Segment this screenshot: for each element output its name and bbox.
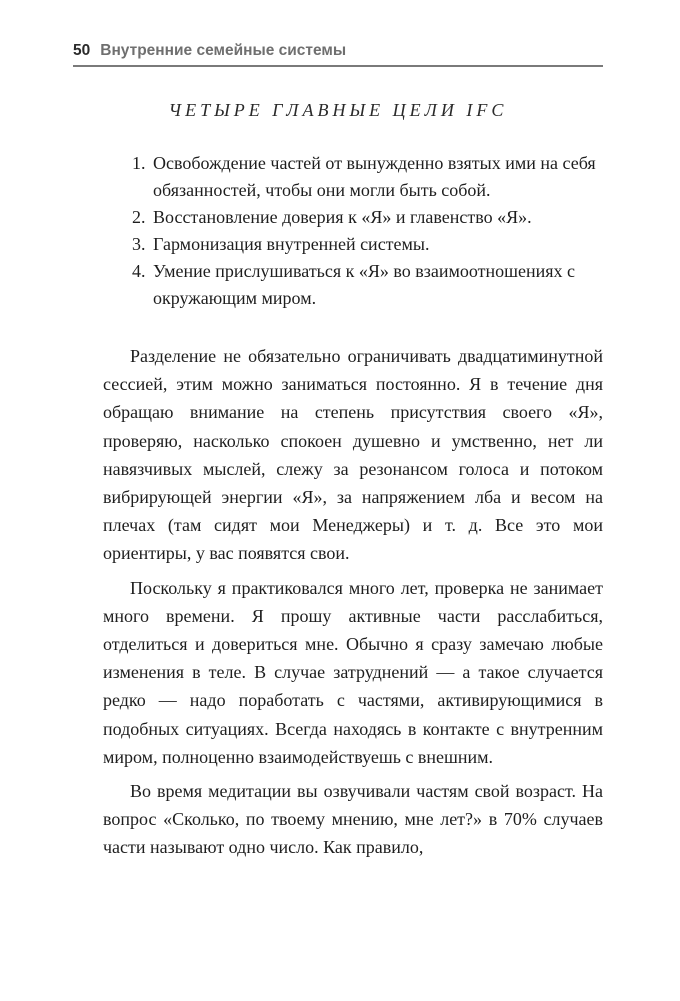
list-item-number: 4. (132, 261, 146, 281)
list-item-text: Гармонизация внутренней системы. (153, 234, 430, 254)
list-item (132, 150, 612, 204)
paragraph: Поскольку я практиковался много лет, проверка не занимает много времени. Я прошу активные части расслабиться, отделиться и довериться мне. Обычно я сразу замечаю любые изменения в теле. В случае затруднений — а такое случается редко — надо поработать с частями, активирующимися в подобных ситуациях. Всегда находясь в контакте с внутренним миром, полноценно взаимодействуешь с внешним. (103, 577, 603, 767)
list-item (132, 258, 612, 312)
list-item-number: 1. (132, 153, 146, 173)
list-item-number: 2. (132, 207, 146, 227)
list-item (132, 204, 612, 231)
paragraph: Разделение не обязательно ограничивать двадцатиминутной сессией, этим можно заниматься постоянно. Я в течение дня обращаю внимание на степень присутствия своего «Я», проверяю, насколько спокоен душевно и умственно, нет ли навязчивых мыслей, слежу за резонансом голоса и потоком вибрирующей энергии «Я», за напряжением лба и весом на плечах (там сидят мои Менеджеры) и т. д. Все это мои ориентиры, у вас появятся свои. (103, 346, 603, 564)
running-title: Внутренние семейные системы (100, 42, 347, 59)
list-item-text: Умение прислушиваться к «Я» во взаимоотношениях с окружающим миром. (153, 261, 576, 308)
list-item-text: Восстановление доверия к «Я» и главенство «Я». (153, 207, 532, 227)
goals-list (132, 150, 612, 312)
paragraph: Во время медитации вы озвучивали частям свой возраст. На вопрос «Сколько, по твоему мнению, мне лет?» в 70% случаев части называют одно число. Как правило, (103, 781, 603, 858)
section-title: ЧЕТЫРЕ ГЛАВНЫЕ ЦЕЛИ IFC (168, 100, 508, 120)
list-item-number: 3. (132, 234, 146, 254)
running-header (73, 42, 603, 60)
list-item (132, 231, 612, 258)
list-item-text: Освобождение частей от вынужденно взятых ими на себя обязанностей, чтобы они могли быть собой. (153, 153, 596, 200)
body-text (103, 342, 603, 868)
page-number: 50 (73, 42, 91, 59)
header-divider (73, 65, 603, 67)
